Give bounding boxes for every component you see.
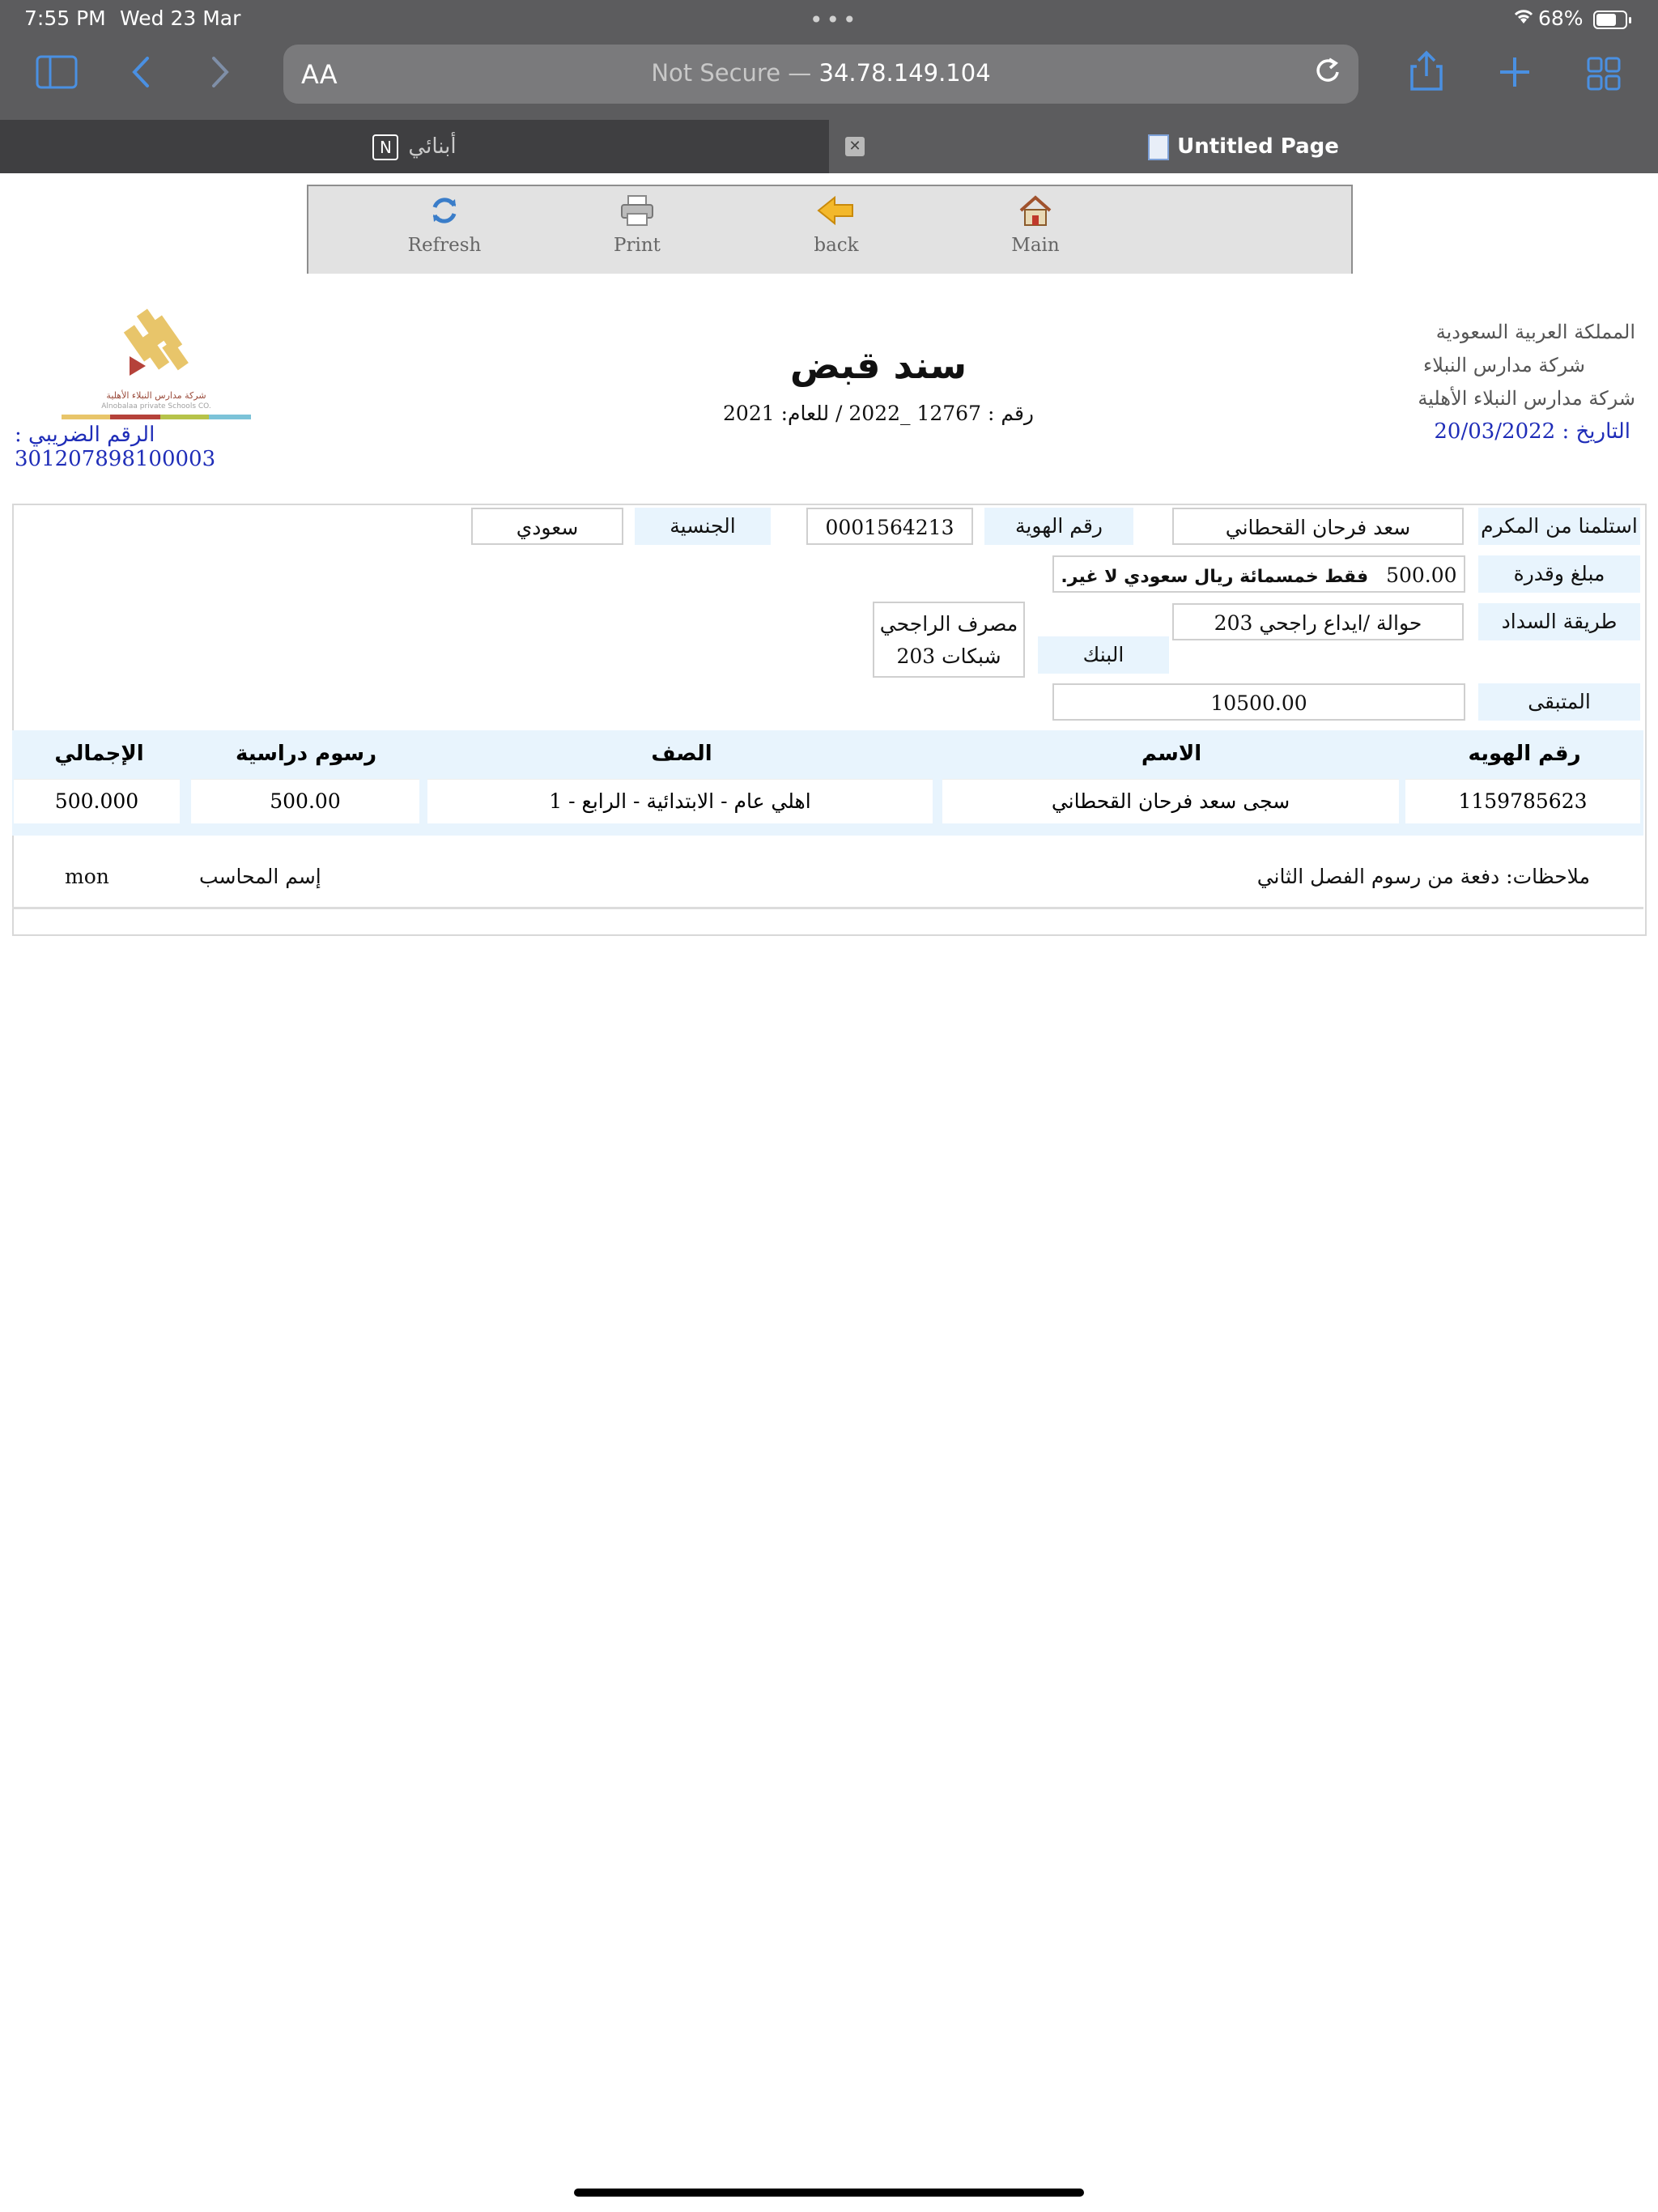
col-header-total: الإجمالي (12, 730, 186, 777)
url-text[interactable]: Not Secure — 34.78.149.104 (651, 59, 991, 87)
refresh-button[interactable]: Refresh (388, 194, 501, 256)
share-icon[interactable] (1409, 50, 1444, 98)
accountant-value: mon (65, 865, 109, 888)
notion-icon: N (372, 134, 398, 160)
back-button[interactable]: back (780, 194, 893, 256)
remaining-field[interactable]: 10500.00 (1052, 683, 1465, 721)
print-button[interactable]: Print (580, 194, 694, 256)
org-line-2: شركة مدارس النبلاء (1423, 354, 1585, 376)
cell-id: 1159785623 (1405, 779, 1640, 823)
org-line-1: المملكة العربية السعودية (1435, 321, 1635, 343)
main-button[interactable]: Main (979, 194, 1092, 256)
tab-overview-icon[interactable] (1587, 57, 1621, 96)
cell-total: 500.000 (14, 779, 180, 823)
id-number-field[interactable]: 0001564213 (806, 508, 973, 545)
battery-icon (1593, 11, 1627, 29)
address-bar[interactable] (283, 45, 1358, 104)
page-title: سند قبض (789, 343, 967, 387)
refresh-icon (388, 194, 501, 235)
tab-bar (0, 120, 1658, 173)
tab-abnaai[interactable]: N أبنائي (0, 120, 829, 173)
payment-method-field[interactable]: حوالة /ايداع راجحي 203 (1172, 603, 1464, 640)
amount-number: 500.00 (1386, 564, 1457, 587)
new-tab-plus-icon[interactable] (1498, 55, 1532, 95)
report-toolbar (307, 185, 1353, 274)
logo-text-ar: شركة مدارس النبلاء الأهلية (106, 390, 206, 401)
school-logo (55, 301, 257, 423)
nationality-field[interactable]: سعودي (471, 508, 623, 545)
printer-icon (580, 194, 694, 235)
nationality-label: الجنسية (635, 508, 771, 545)
col-header-fees: رسوم دراسية (191, 730, 421, 777)
cell-class: اهلي عام - الابتدائية - الرابع - 1 (427, 779, 933, 823)
back-chevron-icon[interactable] (130, 55, 152, 95)
received-from-label: استلمنا من المكرم (1478, 508, 1640, 545)
notes-text: ملاحظات: دفعة من رسوم الفصل الثاني (1256, 865, 1590, 888)
home-icon (979, 194, 1092, 235)
bank-label: البنك (1038, 636, 1169, 674)
reader-aa-button[interactable]: AA (301, 59, 338, 90)
org-line-3: شركة مدارس النبلاء الأهلية (1418, 387, 1635, 410)
amount-field[interactable] (1052, 555, 1465, 593)
voucher-date: التاريخ : 20/03/2022 (1434, 419, 1630, 444)
bank-field[interactable] (873, 602, 1025, 678)
wifi-icon (1512, 6, 1535, 30)
id-number-label: رقم الهوية (984, 508, 1133, 545)
tax-number: الرقم الضريبي : 301207898100003 (15, 423, 216, 471)
logo-text-en: Alnobalaa private Schools CO. (101, 402, 211, 410)
cell-name: سجى سعد فرحان القحطاني (942, 779, 1399, 823)
back-arrow-icon (780, 194, 893, 235)
received-from-field[interactable]: سعد فرحان القحطاني (1172, 508, 1464, 545)
col-header-name: الاسم (942, 730, 1401, 777)
status-time: 7:55 PM (24, 6, 106, 30)
amount-words: فقط خمسمائة ريال سعودي لا غير. (1061, 567, 1369, 587)
accountant-label: إسم المحاسب (199, 865, 321, 888)
tab-untitled-page[interactable]: Untitled Page (829, 120, 1658, 173)
browser-chrome (0, 0, 1658, 120)
bank-account: شبكات 203 (896, 644, 1001, 668)
battery-percent: 68% (1538, 6, 1584, 30)
payment-method-label: طريقة السداد (1478, 603, 1640, 640)
remaining-label: المتبقى (1478, 683, 1640, 721)
col-header-class: الصف (426, 730, 937, 777)
bank-name: مصرف الراجحي (879, 612, 1018, 636)
voucher-number: رقم : 12767 _2022 / للعام: 2021 (723, 402, 1034, 425)
cell-fees: 500.00 (191, 779, 419, 823)
home-indicator[interactable] (574, 2189, 1084, 2197)
footer-divider (12, 907, 1643, 909)
document-icon (1148, 134, 1169, 160)
amount-label: مبلغ وقدرة (1478, 555, 1640, 593)
more-dots-icon[interactable]: ••• (810, 6, 860, 33)
forward-chevron-icon[interactable] (209, 55, 232, 95)
close-tab-icon[interactable]: ✕ (845, 137, 865, 156)
reload-icon[interactable] (1313, 54, 1342, 94)
sidebar-icon[interactable] (36, 55, 78, 95)
col-header-id: رقم الهويه (1405, 730, 1643, 777)
status-date: Wed 23 Mar (120, 6, 241, 30)
